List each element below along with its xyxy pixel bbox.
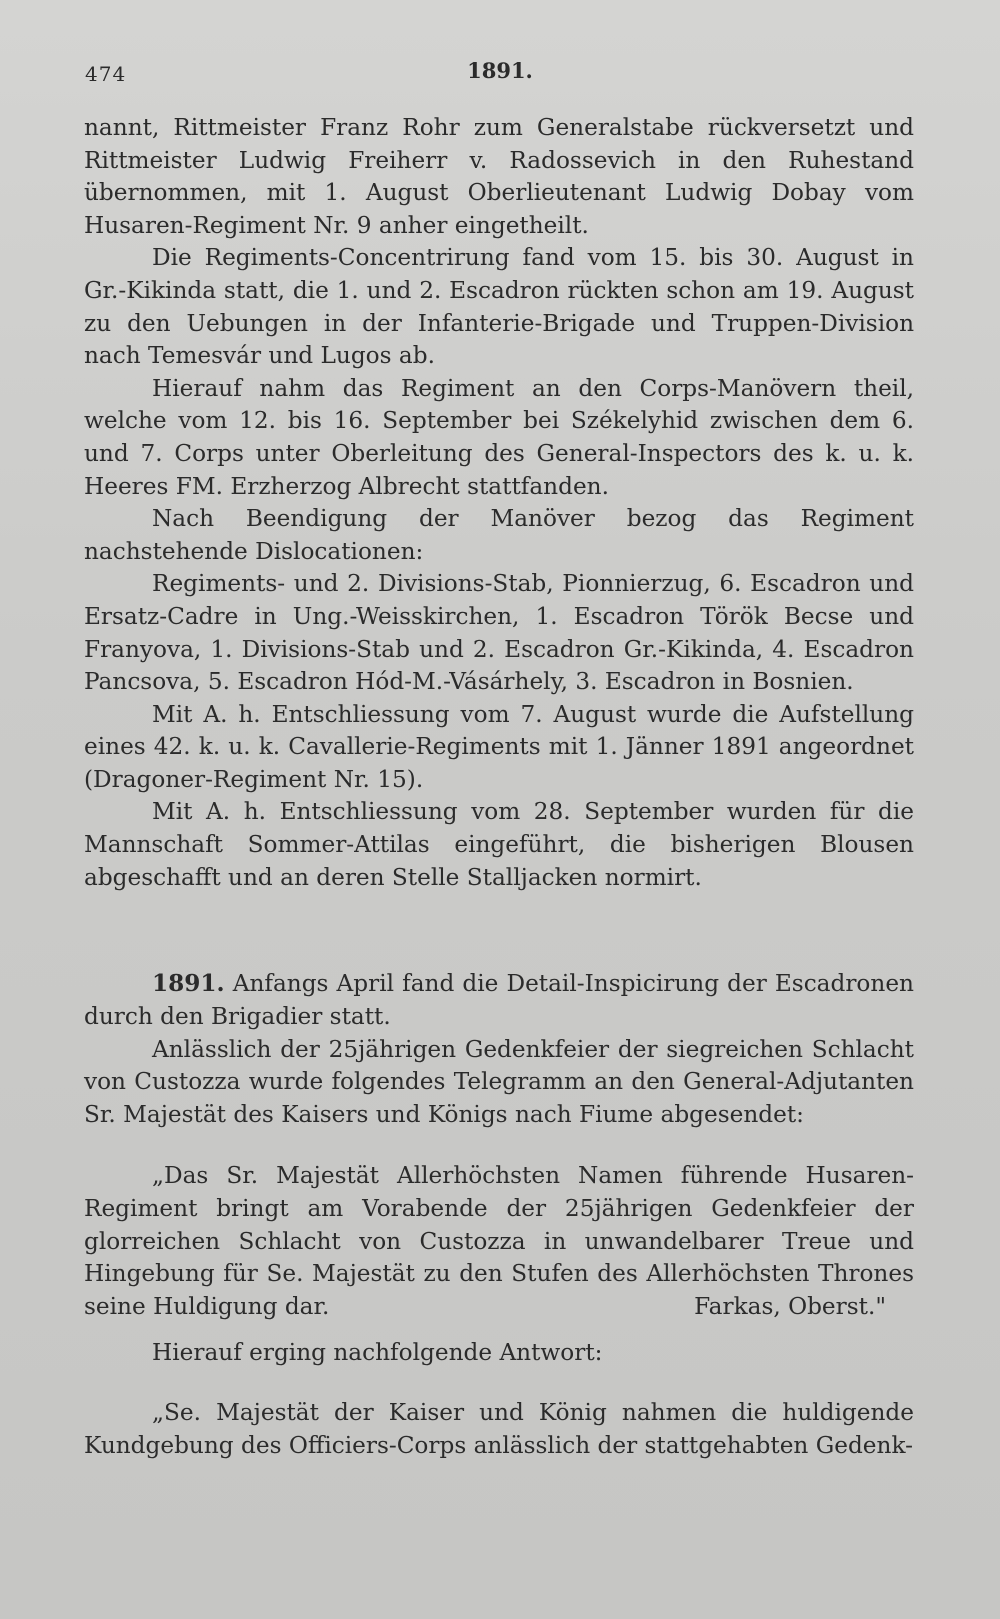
telegram-signature: Farkas, Oberst." [694,1293,886,1321]
inspection-text: Anfangs April fand die Detail-Inspicirung der Escadronen durch den Brigadier statt. [84,970,914,1030]
paragraph-uniforms: Mit A. h. Entschliessung vom 28. September wurden für die Mannschaft Sommer-Attilas eingeführt, die bisherigen Blousen abgeschafft und an deren Stelle Stalljacken normirt. [84,798,914,891]
telegram-paragraph [84,1160,914,1324]
paragraph-custozza: Anlässlich der 25jährigen Gedenkfeier der siegreichen Schlacht von Custozza wurde folgendes Telegramm an den General-Adjutanten Sr. Majestät des Kaisers und Königs nach Fiume abgesendet: [84,1035,914,1129]
answer-quote [84,1397,914,1463]
page-number: 474 [85,62,127,86]
year-1891-section [84,968,914,1132]
continued-section [84,112,914,894]
running-head-year: 1891. [467,58,533,83]
paragraph-continued: nannt, Rittmeister Franz Rohr zum Generalstabe rückversetzt und Rittmeister Ludwig Freiherr v. Radossevich in den Ruhestand übernommen, mit 1. August Oberlieutenant Ludwig Dobay vom Husaren-Regiment Nr. 9 anher eingetheilt. [84,114,914,239]
paragraph-concentration: Die Regiments-Concentrirung fand vom 15. bis 30. August in Gr.-Kikinda statt, die 1. und 2. Escadron rückten schon am 19. August zu den Uebungen in der Infanterie-Brigade und Truppen-Division nach Temesvár und Lugos ab. [84,244,914,370]
answer-text: „Se. Majestät der Kaiser und König nahmen die huldigende Kundgebung des Officiers-Corps anlässlich der stattgehabten Gedenk- [84,1399,914,1459]
answer-intro: Hierauf erging nachfolgende Antwort: [152,1339,603,1366]
paragraph-dislocation-intro: Nach Beendigung der Manöver bezog das Regiment nachstehende Dislocationen: [84,505,914,565]
year-heading: 1891. [152,970,225,997]
paragraph-dislocations: Regiments- und 2. Divisions-Stab, Pionnierzug, 6. Escadron und Ersatz-Cadre in Ung.-Weisskirchen, 1. Escadron Török Becse und Franyova, 1. Divisions-Stab und 2. Escadron Gr.-Kikinda, 4. Escadron Pancsova, 5. Escadron Hód-M.-Vásárhely, 3. Escadron in Bosnien. [84,570,914,696]
telegram-text: „Das Sr. Majestät Allerhöchsten Namen führende Husaren-Regiment bringt am Vorabende der 25jährigen Gedenkfeier der glorreichen Schlacht von Custozza in unwandelbarer Treue und Hingebung für Se. Majestät zu den Stufen des Allerhöchsten Thrones seine Huldigung dar. [84,1162,914,1321]
paragraph-manoeuvres: Hierauf nahm das Regiment an den Corps-Manövern theil, welche vom 12. bis 16. September bei Székelyhid zwischen dem 6. und 7. Corps unter Oberleitung des General-Inspectors des k. u. k. Heeres FM. Erzherzog Albrecht stattfanden. [84,374,914,500]
paragraph-new-regiment: Mit A. h. Entschliessung vom 7. August wurde die Aufstellung eines 42. k. u. k. Cavallerie-Regiments mit 1. Jänner 1891 angeordnet (Dragoner-Regiment Nr. 15). [84,700,914,793]
paragraph-inspection [84,968,914,1034]
telegram-quote [84,1160,914,1324]
